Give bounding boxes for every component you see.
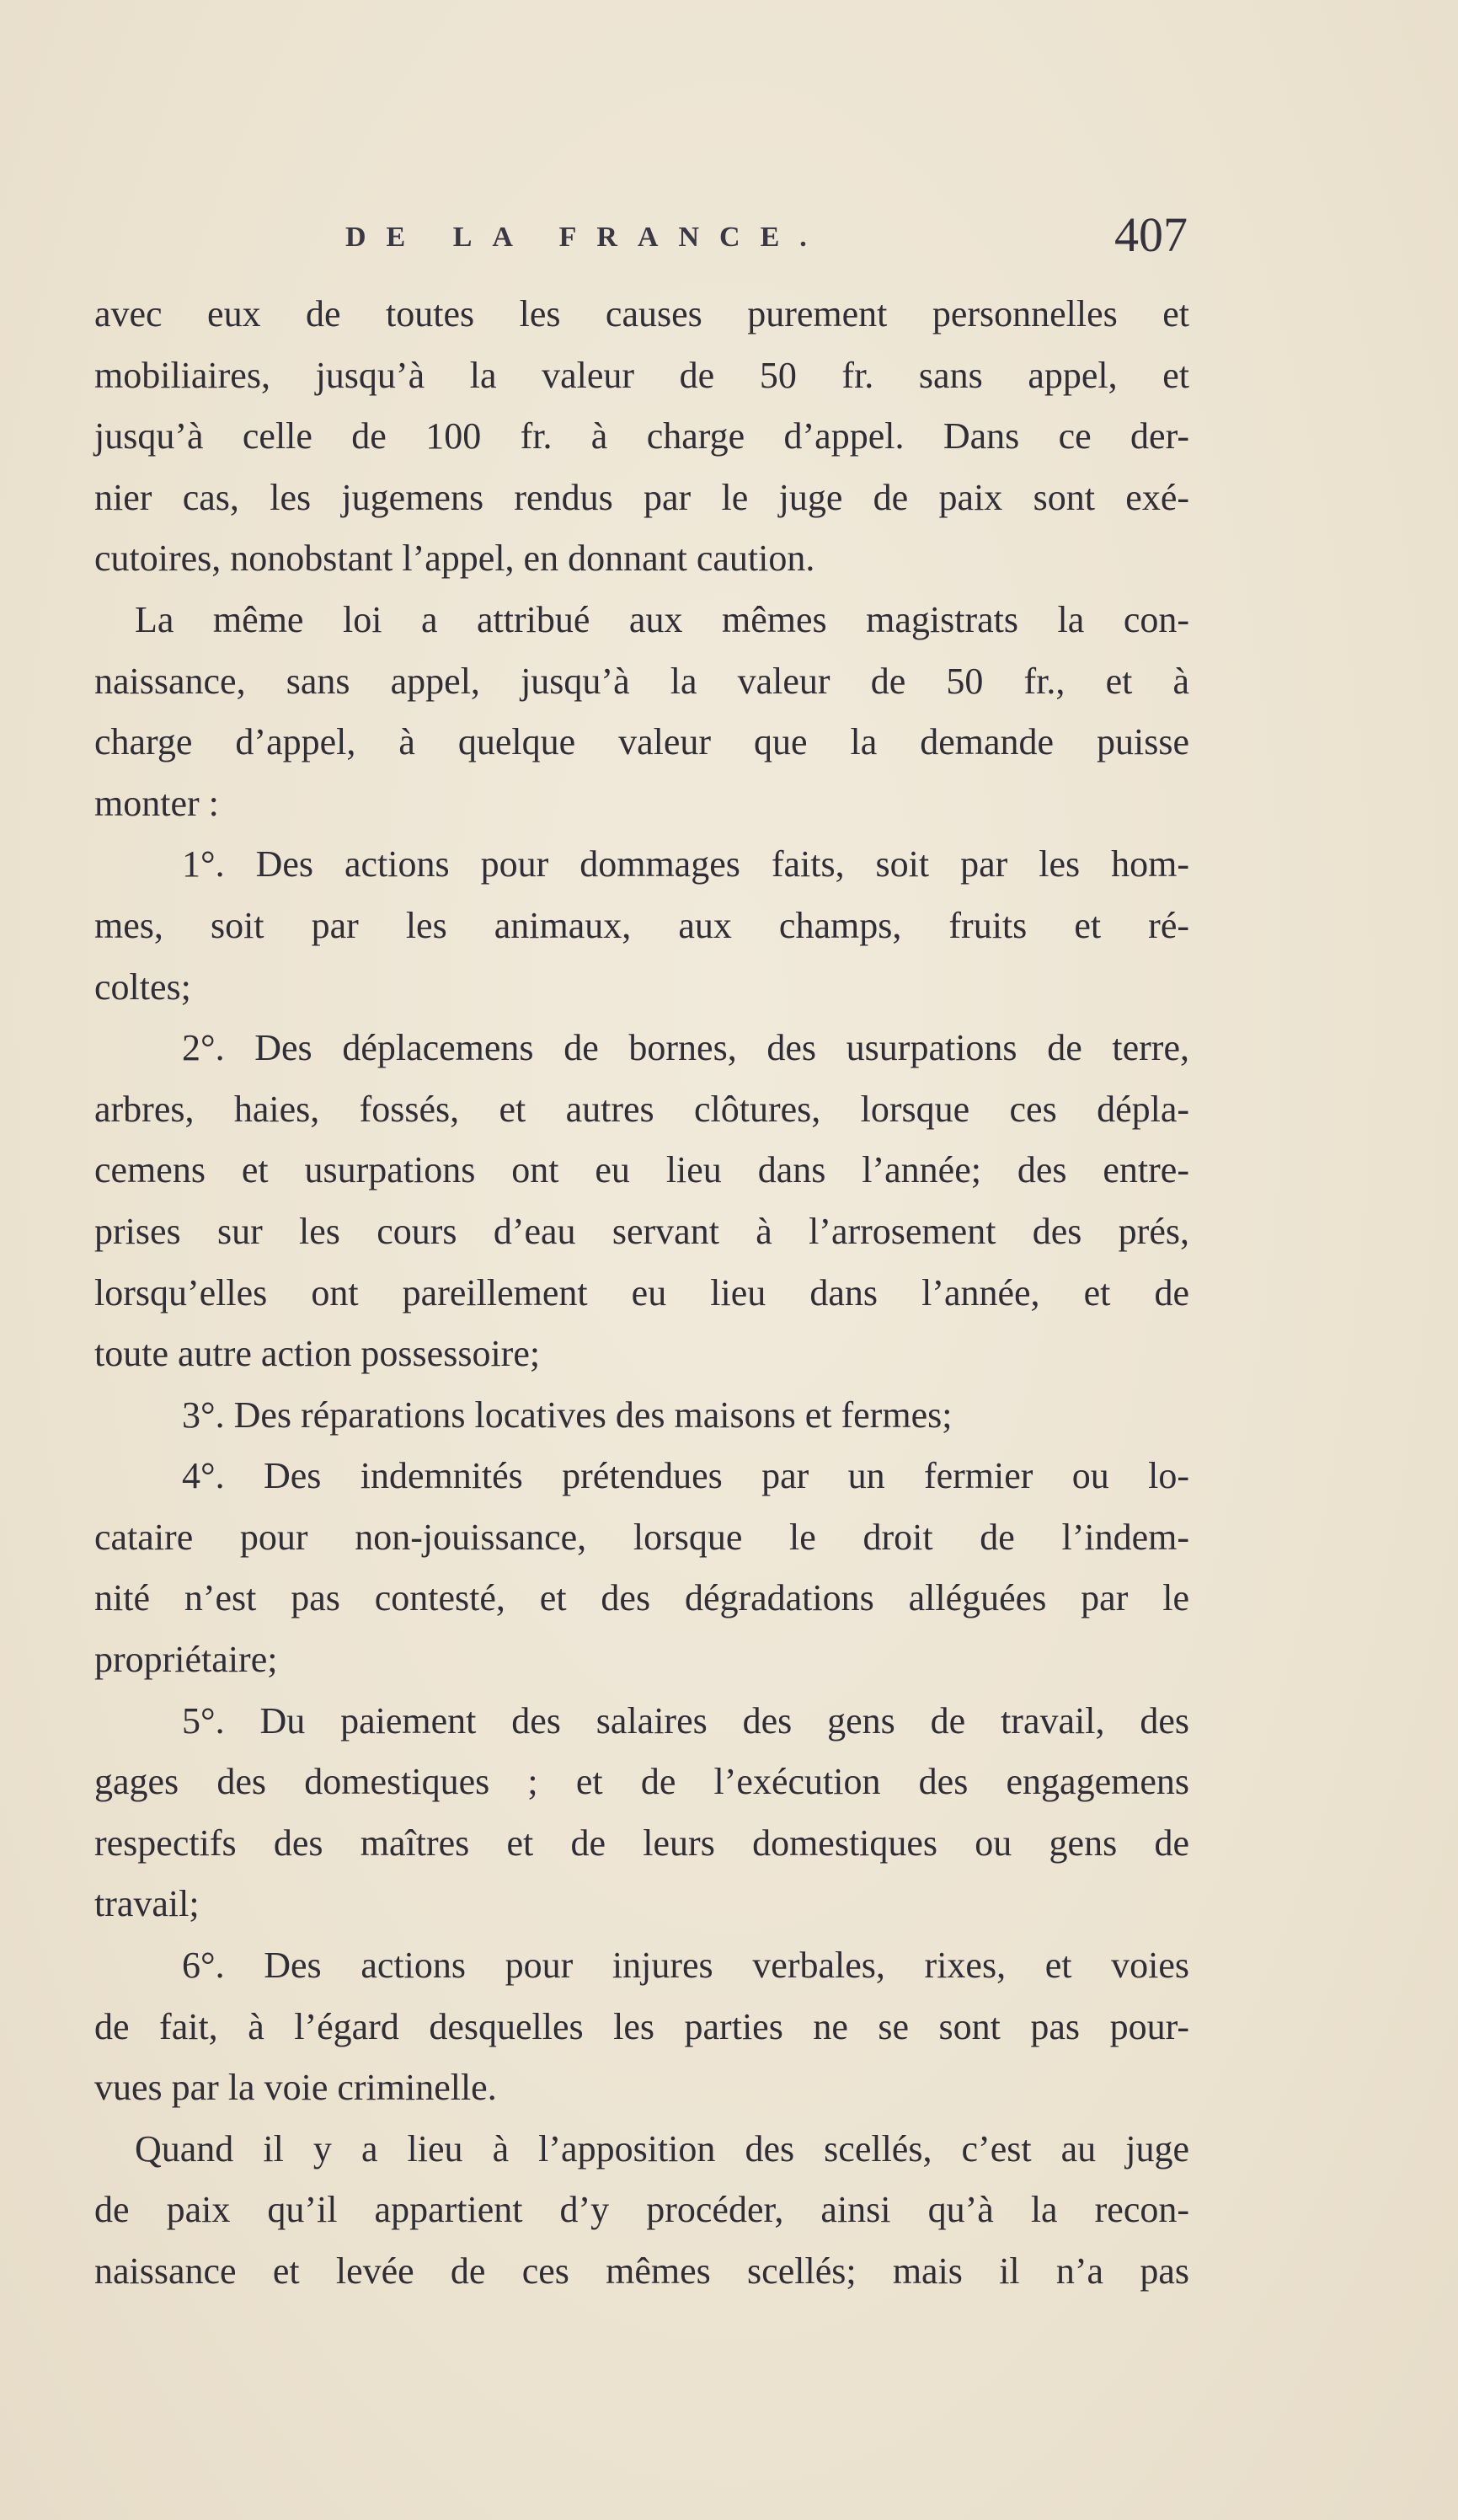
text-line: Quand il y a lieu à l’apposition des scellés, c’est au juge (135, 2127, 1189, 2170)
text-line: 2°. Des déplacemens de bornes, des usurpations de terre, (182, 1027, 1189, 1069)
text-line: 5°. Du paiement des salaires des gens de travail, des (182, 1699, 1189, 1742)
text-line: naissance et levée de ces mêmes scellés; mais il n’a pas (94, 2250, 1189, 2292)
text-line: respectifs des maîtres et de leurs domestiques ou gens de (94, 1822, 1189, 1864)
text-line: coltes; (94, 966, 191, 1008)
text-line: de fait, à l’égard desquelles les parties ne se sont pas pour- (94, 2005, 1189, 2047)
text-line: avec eux de toutes les causes purement personnelles et (94, 293, 1189, 334)
text-line: 6°. Des actions pour injures verbales, rixes, et voies (182, 1945, 1189, 1987)
body-text (94, 284, 1189, 2303)
page-header (345, 206, 1188, 274)
text-line: cataire pour non-jouissance, lorsque le droit de l’indem- (94, 1516, 1189, 1558)
running-title: DE LA FRANCE. (345, 222, 827, 253)
text-line: prises sur les cours d’eau servant à l’arrosement des prés, (94, 1210, 1189, 1252)
text-line: travail; (94, 1883, 200, 1925)
text-line: 4°. Des indemnités prétendues par un fermier ou lo- (182, 1455, 1189, 1497)
text-line: nité n’est pas contesté, et des dégradations alléguées par le (94, 1577, 1189, 1619)
text-line: 1°. Des actions pour dommages faits, soit par les hom- (182, 843, 1189, 885)
text-line: 3°. Des réparations locatives des maisons et fermes; (182, 1394, 953, 1436)
text-line: vues par la voie criminelle. (94, 2067, 497, 2109)
text-line: toute autre action possessoire; (94, 1333, 541, 1375)
text-line: arbres, haies, fossés, et autres clôtures, lorsque ces dépla- (94, 1088, 1189, 1130)
text-line: monter : (94, 782, 219, 824)
text-line: naissance, sans appel, jusqu’à la valeur de 50 fr., et à (94, 660, 1189, 702)
text-line: mobiliaires, jusqu’à la valeur de 50 fr. sans appel, et (94, 354, 1189, 396)
text-line: lorsqu’elles ont pareillement eu lieu dans l’année, et de (94, 1271, 1189, 1314)
text-line: jusqu’à celle de 100 fr. à charge d’appel. Dans ce der- (94, 415, 1189, 457)
text-line: La même loi a attribué aux mêmes magistrats la con- (135, 598, 1189, 640)
text-line: de paix qu’il appartient d’y procéder, ainsi qu’à la recon- (94, 2189, 1189, 2231)
text-line: charge d’appel, à quelque valeur que la demande puisse (94, 721, 1189, 763)
text-line: gages des domestiques ; et de l’exécution des engagemens (94, 1761, 1189, 1803)
page-number: 407 (1114, 207, 1188, 262)
text-line: nier cas, les jugemens rendus par le juge de paix sont exé- (94, 476, 1189, 518)
text-line: mes, soit par les animaux, aux champs, fruits et ré- (94, 904, 1189, 946)
text-line: propriétaire; (94, 1639, 278, 1681)
text-line: cutoires, nonobstant l’appel, en donnant caution. (94, 538, 815, 580)
text-line: cemens et usurpations ont eu lieu dans l’année; des entre- (94, 1149, 1189, 1191)
